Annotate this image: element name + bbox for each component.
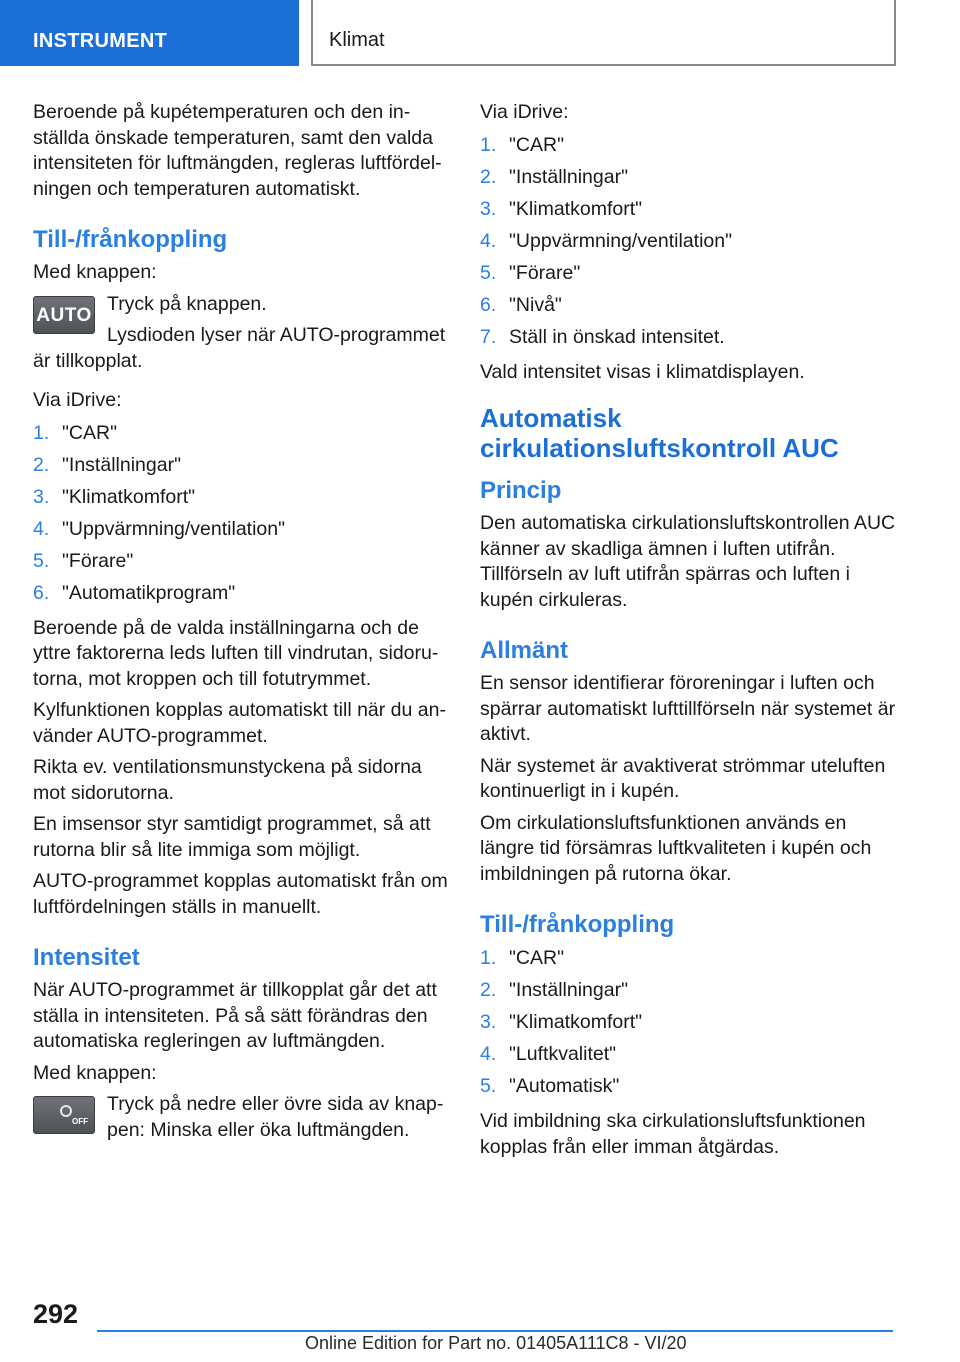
list-item: 5. "Förare" <box>480 261 581 284</box>
intro-paragraph: Beroende på kupétemperaturen och den inställda önskade temperaturen, samt den valda intensiteten för luftmängden, regleras luftfördelningen och temperaturen automatiskt. <box>33 101 442 200</box>
distribution-paragraph: Beroende på de valda inställningarna och de yttre faktorerna leds luften till vindrutan, sidorutorna, mot kroppen och till fotutrymmet. <box>33 616 439 690</box>
via-idrive-text-2: Via iDrive: <box>480 101 569 123</box>
auto-button-row <box>33 292 449 375</box>
page-number: 292 <box>33 1299 79 1329</box>
fog-sensor-paragraph: En imsensor styr samtidigt programmet, så att rutorna blir så lite immiga som möjligt. <box>33 813 431 861</box>
auto-button-icon <box>33 296 95 334</box>
general-paragraph-2: När systemet är avaktiverat strömmar uteluften kontinuerligt in i kupén. <box>480 754 886 802</box>
fan-button-row <box>33 1092 449 1158</box>
intensity-heading: Intensitet <box>33 944 140 971</box>
fan-button-icon <box>33 1096 95 1134</box>
list-item: 4. "Uppvärmning/ventilation" <box>33 517 286 540</box>
list-item: 7. Ställ in önskad intensitet. <box>480 325 725 348</box>
general-heading: Allmänt <box>480 637 569 664</box>
principle-heading: Princip <box>480 477 562 504</box>
footer-divider <box>97 1330 893 1332</box>
press-button-text: Tryck på knappen. <box>107 292 267 315</box>
manual-paragraph: AUTO-programmet kopplas automatiskt från om luftfördelningen ställs in manuellt. <box>33 870 448 918</box>
intensity-steps-list <box>480 132 896 356</box>
intensity-paragraph: När AUTO-programmet är tillkopplat går det att ställa in intensiteten. På så sätt förändras den automatiska regleringen av luftmängden. <box>33 979 437 1052</box>
intensity-shown-text: Vald intensitet visas i klimatdisplayen. <box>480 360 805 383</box>
auc-steps-list <box>480 945 896 1105</box>
general-paragraph-3: Om cirkulationsluftsfunktionen används en längre tid försämras luftkvaliteten i kupén och imbildningen på rutorna ökar. <box>480 811 872 885</box>
onoff-heading: Till-/frånkoppling <box>33 226 228 253</box>
auto-button-label: AUTO <box>36 304 92 326</box>
list-item: 5. "Förare" <box>33 549 134 572</box>
vents-paragraph: Rikta ev. ventilationsmunstyckena på sidorna mot sidorutorna. <box>33 756 422 804</box>
list-item: 2. "Inställningar" <box>33 453 181 476</box>
list-item: 4. "Luftkvalitet" <box>480 1043 617 1065</box>
cooling-paragraph: Kylfunktionen kopplas automatiskt till när du använder AUTO-programmet. <box>33 699 446 747</box>
fan-icon <box>60 1105 72 1117</box>
left-column <box>33 100 449 1160</box>
general-paragraph-1: En sensor identifierar föroreningar i luften och spärrar automatiskt lufttillförseln när systemet är aktivt. <box>480 672 896 745</box>
right-column <box>480 100 896 1166</box>
list-item: 2. "Inställningar" <box>480 979 628 1001</box>
list-item: 4. "Uppvärmning/ventilation" <box>480 229 733 252</box>
section-title: INSTRUMENT <box>33 30 168 52</box>
list-item: 3. "Klimatkomfort" <box>33 485 196 508</box>
section-tab <box>0 0 299 66</box>
with-button-text-2: Med knappen: <box>33 1061 157 1084</box>
list-item: 6. "Automatikprogram" <box>33 581 236 604</box>
list-item: 5. "Automatisk" <box>480 1075 620 1097</box>
idrive-steps-list <box>33 420 449 612</box>
onoff-heading-2: Till-/frånkoppling <box>480 911 675 938</box>
fog-paragraph: Vid imbildning ska cirkulationsluftsfunktionen kopplas från eller imman åtgärdas. <box>480 1110 866 1158</box>
principle-paragraph: Den automatiska cirkulationsluftskontrollen AUC känner av skadliga ämnen i luften utifrån. Tillförseln av luft utifrån spärras och luften i kupén cirkuleras. <box>480 512 896 611</box>
list-item: 1. "CAR" <box>480 133 565 156</box>
list-item: 2. "Inställningar" <box>480 165 628 188</box>
fan-button-text: Tryck på nedre eller övre sida av knappen: Minska eller öka luftmängden. <box>107 1093 444 1141</box>
page-header <box>0 0 960 66</box>
list-item: 6. "Nivå" <box>480 293 562 316</box>
auc-heading: Automatisk cirkulationsluftskontroll AUC <box>480 403 839 463</box>
via-idrive-text: Via iDrive: <box>33 389 122 411</box>
list-item: 3. "Klimatkomfort" <box>480 1011 643 1033</box>
edition-text: Online Edition for Part no. 01405A111C8 - VI/20 <box>305 1333 687 1353</box>
list-item: 3. "Klimatkomfort" <box>480 197 643 220</box>
chapter-box <box>311 0 896 66</box>
with-button-text: Med knappen: <box>33 261 157 283</box>
chapter-title: Klimat <box>329 29 385 51</box>
list-item: 1. "CAR" <box>480 947 565 969</box>
fan-off-label: OFF <box>72 1117 88 1126</box>
list-item: 1. "CAR" <box>33 421 118 444</box>
led-text: Lysdioden lyser när AUTO-programmet är tillkopplat. <box>33 324 446 372</box>
